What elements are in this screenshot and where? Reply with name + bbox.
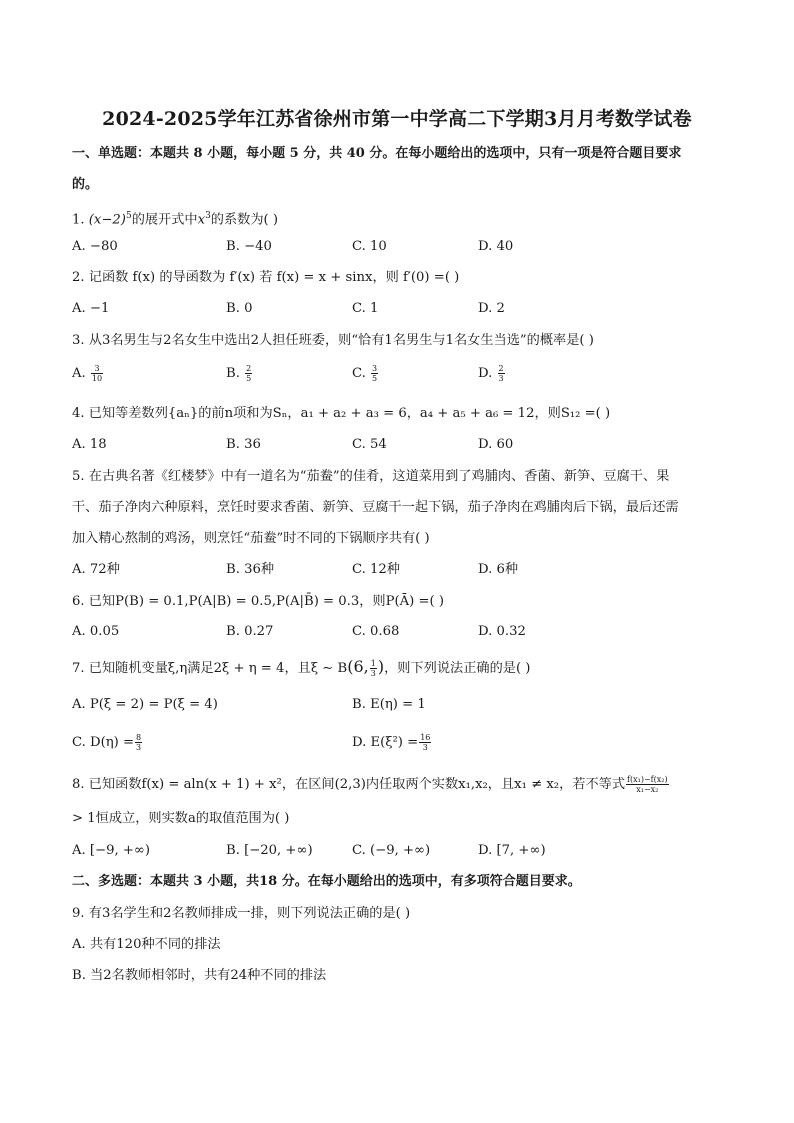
q4-option-b: B. 36	[226, 437, 261, 452]
q1-mid: 的展开式中	[131, 212, 198, 228]
q1-post: 的系数为( )	[210, 212, 279, 228]
q7-c-fraction	[135, 733, 142, 752]
q4-option-a: A. 18	[72, 437, 107, 452]
q3-c-label: C.	[352, 366, 366, 381]
q5-option-a: A. 72种	[72, 562, 120, 577]
q1-number: 1.	[72, 212, 89, 228]
q6-option-a: A. 0.05	[72, 624, 120, 639]
q7-binomial-p	[370, 659, 377, 678]
q7-stem-post: ，则下列说法正确的是( )	[384, 661, 531, 676]
page-title: 2024-2025学年江苏省徐州市第一中学高二下学期3月月考数学试卷	[102, 108, 692, 130]
question-4-stem: 4. 已知等差数列{aₙ}的前n项和为Sₙ，a₁ + a₂ + a₃ = 6，a₄ + a₅ + a₆ = 12，则S₁₂ =( )	[72, 406, 611, 421]
q4-option-c: C. 54	[352, 437, 387, 452]
question-8-stem-line2: > 1恒成立，则实数a的取值范围为( )	[72, 811, 290, 826]
question-5-stem-line2: 干、茄子净肉六种原料，烹饪时要求香菌、新笋、豆腐干一起下锅，茄子净肉在鸡脯肉后下锅，最后还需	[72, 500, 679, 515]
q3-c-fraction	[371, 364, 378, 383]
q6-option-d: D. 0.32	[478, 624, 526, 639]
q8-den: x₁−x₂	[636, 785, 659, 794]
q7-option-c	[72, 733, 143, 752]
q7-option-b: B. E(η) = 1	[352, 697, 426, 712]
q9-option-a: A. 共有120种不同的排法	[72, 937, 221, 952]
q7-option-d	[352, 733, 432, 752]
q3-d-label: D.	[478, 366, 493, 381]
q7-c-num: 8	[136, 733, 142, 742]
q2-option-c: C. 1	[352, 301, 379, 316]
q1-option-a: A. −80	[72, 239, 118, 254]
q1-option-c: C. 10	[352, 239, 387, 254]
q3-option-a	[72, 364, 104, 383]
q3-b-num: 2	[246, 364, 252, 373]
q7-d-pre: D. E(ξ²) =	[352, 735, 419, 750]
q1-var-exp: 3	[205, 211, 211, 221]
q7-p-den: 3	[370, 669, 376, 678]
question-5-stem-line1: 5. 在古典名著《红楼梦》中有一道名为“茄鲞”的佳肴，这道菜用到了鸡脯肉、香菌、新笋、豆腐干、果	[72, 469, 670, 484]
q3-c-den: 5	[372, 374, 378, 383]
q3-b-fraction	[245, 364, 252, 383]
q3-b-label: B.	[226, 366, 240, 381]
question-1-stem	[72, 207, 278, 229]
question-2-stem: 2. 记函数 f(x) 的导函数为 f′(x) 若 f(x) = x + sinx，则 f′(0) =( )	[72, 270, 460, 285]
q1-option-b: B. −40	[226, 239, 272, 254]
q8-difference-quotient	[626, 775, 669, 794]
q5-option-d: D. 6种	[478, 562, 519, 577]
question-5-stem-line3: 加入精心熬制的鸡汤，则烹饪“茄鲞”时不同的下锅顺序共有( )	[72, 531, 430, 546]
q1-exp: 5	[125, 211, 132, 221]
q8-option-b: B. [−20, +∞)	[226, 843, 313, 858]
question-7-stem: 7. 已知随机变量ξ,η满足2ξ + η = 4，且ξ ∼ B(6, $\frac{1}{3}$ )，则下列说法正确的是( )	[72, 657, 531, 678]
q7-p-num: 1	[370, 659, 376, 668]
q3-a-fraction	[91, 364, 103, 383]
q7-d-fraction	[419, 733, 431, 752]
question-9-stem: 9. 有3名学生和2名教师排成一排，则下列说法正确的是( )	[72, 906, 411, 921]
q2-option-a: A. −1	[72, 301, 110, 316]
section-header-multiple-choice: 二、多选题：本题共 3 小题，共18 分。在每小题给出的选项中，有多项符合题目要求。	[72, 874, 581, 889]
q8-stem-text: 8. 已知函数f(x) = aln(x + 1) + x²，在区间(2,3)内任取两个实数x₁,x₂，且x₁ ≠ x₂，若不等式	[72, 777, 626, 792]
q8-option-d: D. [7, +∞)	[478, 843, 546, 858]
q3-option-c	[352, 364, 379, 383]
q3-c-num: 3	[372, 364, 378, 373]
q3-d-fraction	[498, 364, 505, 383]
q8-option-a: A. [−9, +∞)	[72, 843, 151, 858]
q3-b-den: 5	[246, 374, 252, 383]
question-3-stem: 3. 从3名男生与2名女生中选出2人担任班委，则“恰有1名男生与1名女生当选”的概率是( )	[72, 333, 594, 348]
q6-option-b: B. 0.27	[226, 624, 274, 639]
q7-c-den: 3	[136, 743, 142, 752]
q7-c-pre: C. D(η) =	[72, 735, 135, 750]
q2-option-d: D. 2	[478, 301, 505, 316]
q2-option-b: B. 0	[226, 301, 253, 316]
q3-a-num: 3	[91, 364, 103, 374]
q7-d-den: 3	[422, 743, 428, 752]
q7-stem-pre: 7. 已知随机变量ξ,η满足2ξ + η = 4，且ξ ∼ B	[72, 661, 348, 676]
section-header-continuation: 的。	[72, 177, 99, 192]
section-header-single-choice: 一、单选题：本题共 8 小题，每小题 5 分，共 40 分。在每小题给出的选项中，只有一项是符合题目要求	[72, 146, 682, 161]
question-6-stem: 6. 已知P(B) = 0.1,P(A|B) = 0.5,P(A|B̄) = 0.3，则P(Ā) =( )	[72, 594, 445, 609]
q8-option-c: C. (−9, +∞)	[352, 843, 431, 858]
q3-d-num: 2	[498, 364, 504, 373]
q1-var: x	[197, 212, 206, 228]
q5-option-c: C. 12种	[352, 562, 400, 577]
q7-d-num: 16	[420, 733, 431, 742]
q1-option-d: D. 40	[478, 239, 514, 254]
q6-option-c: C. 0.68	[352, 624, 400, 639]
q1-expr: (x−2)	[88, 212, 126, 228]
q5-option-b: B. 36种	[226, 562, 275, 577]
q3-option-d	[478, 364, 506, 383]
q8-num: f(x₁)−f(x₂)	[627, 775, 668, 784]
q3-option-b	[226, 364, 253, 383]
q3-a-label: A.	[72, 366, 86, 381]
q9-option-b: B. 当2名教师相邻时，共有24种不同的排法	[72, 968, 327, 983]
q7-option-a: A. P(ξ = 2) = P(ξ = 4)	[72, 697, 218, 712]
q4-option-d: D. 60	[478, 437, 514, 452]
question-8-stem	[72, 775, 670, 794]
q3-d-den: 3	[498, 374, 504, 383]
q3-a-den: 10	[91, 374, 103, 383]
